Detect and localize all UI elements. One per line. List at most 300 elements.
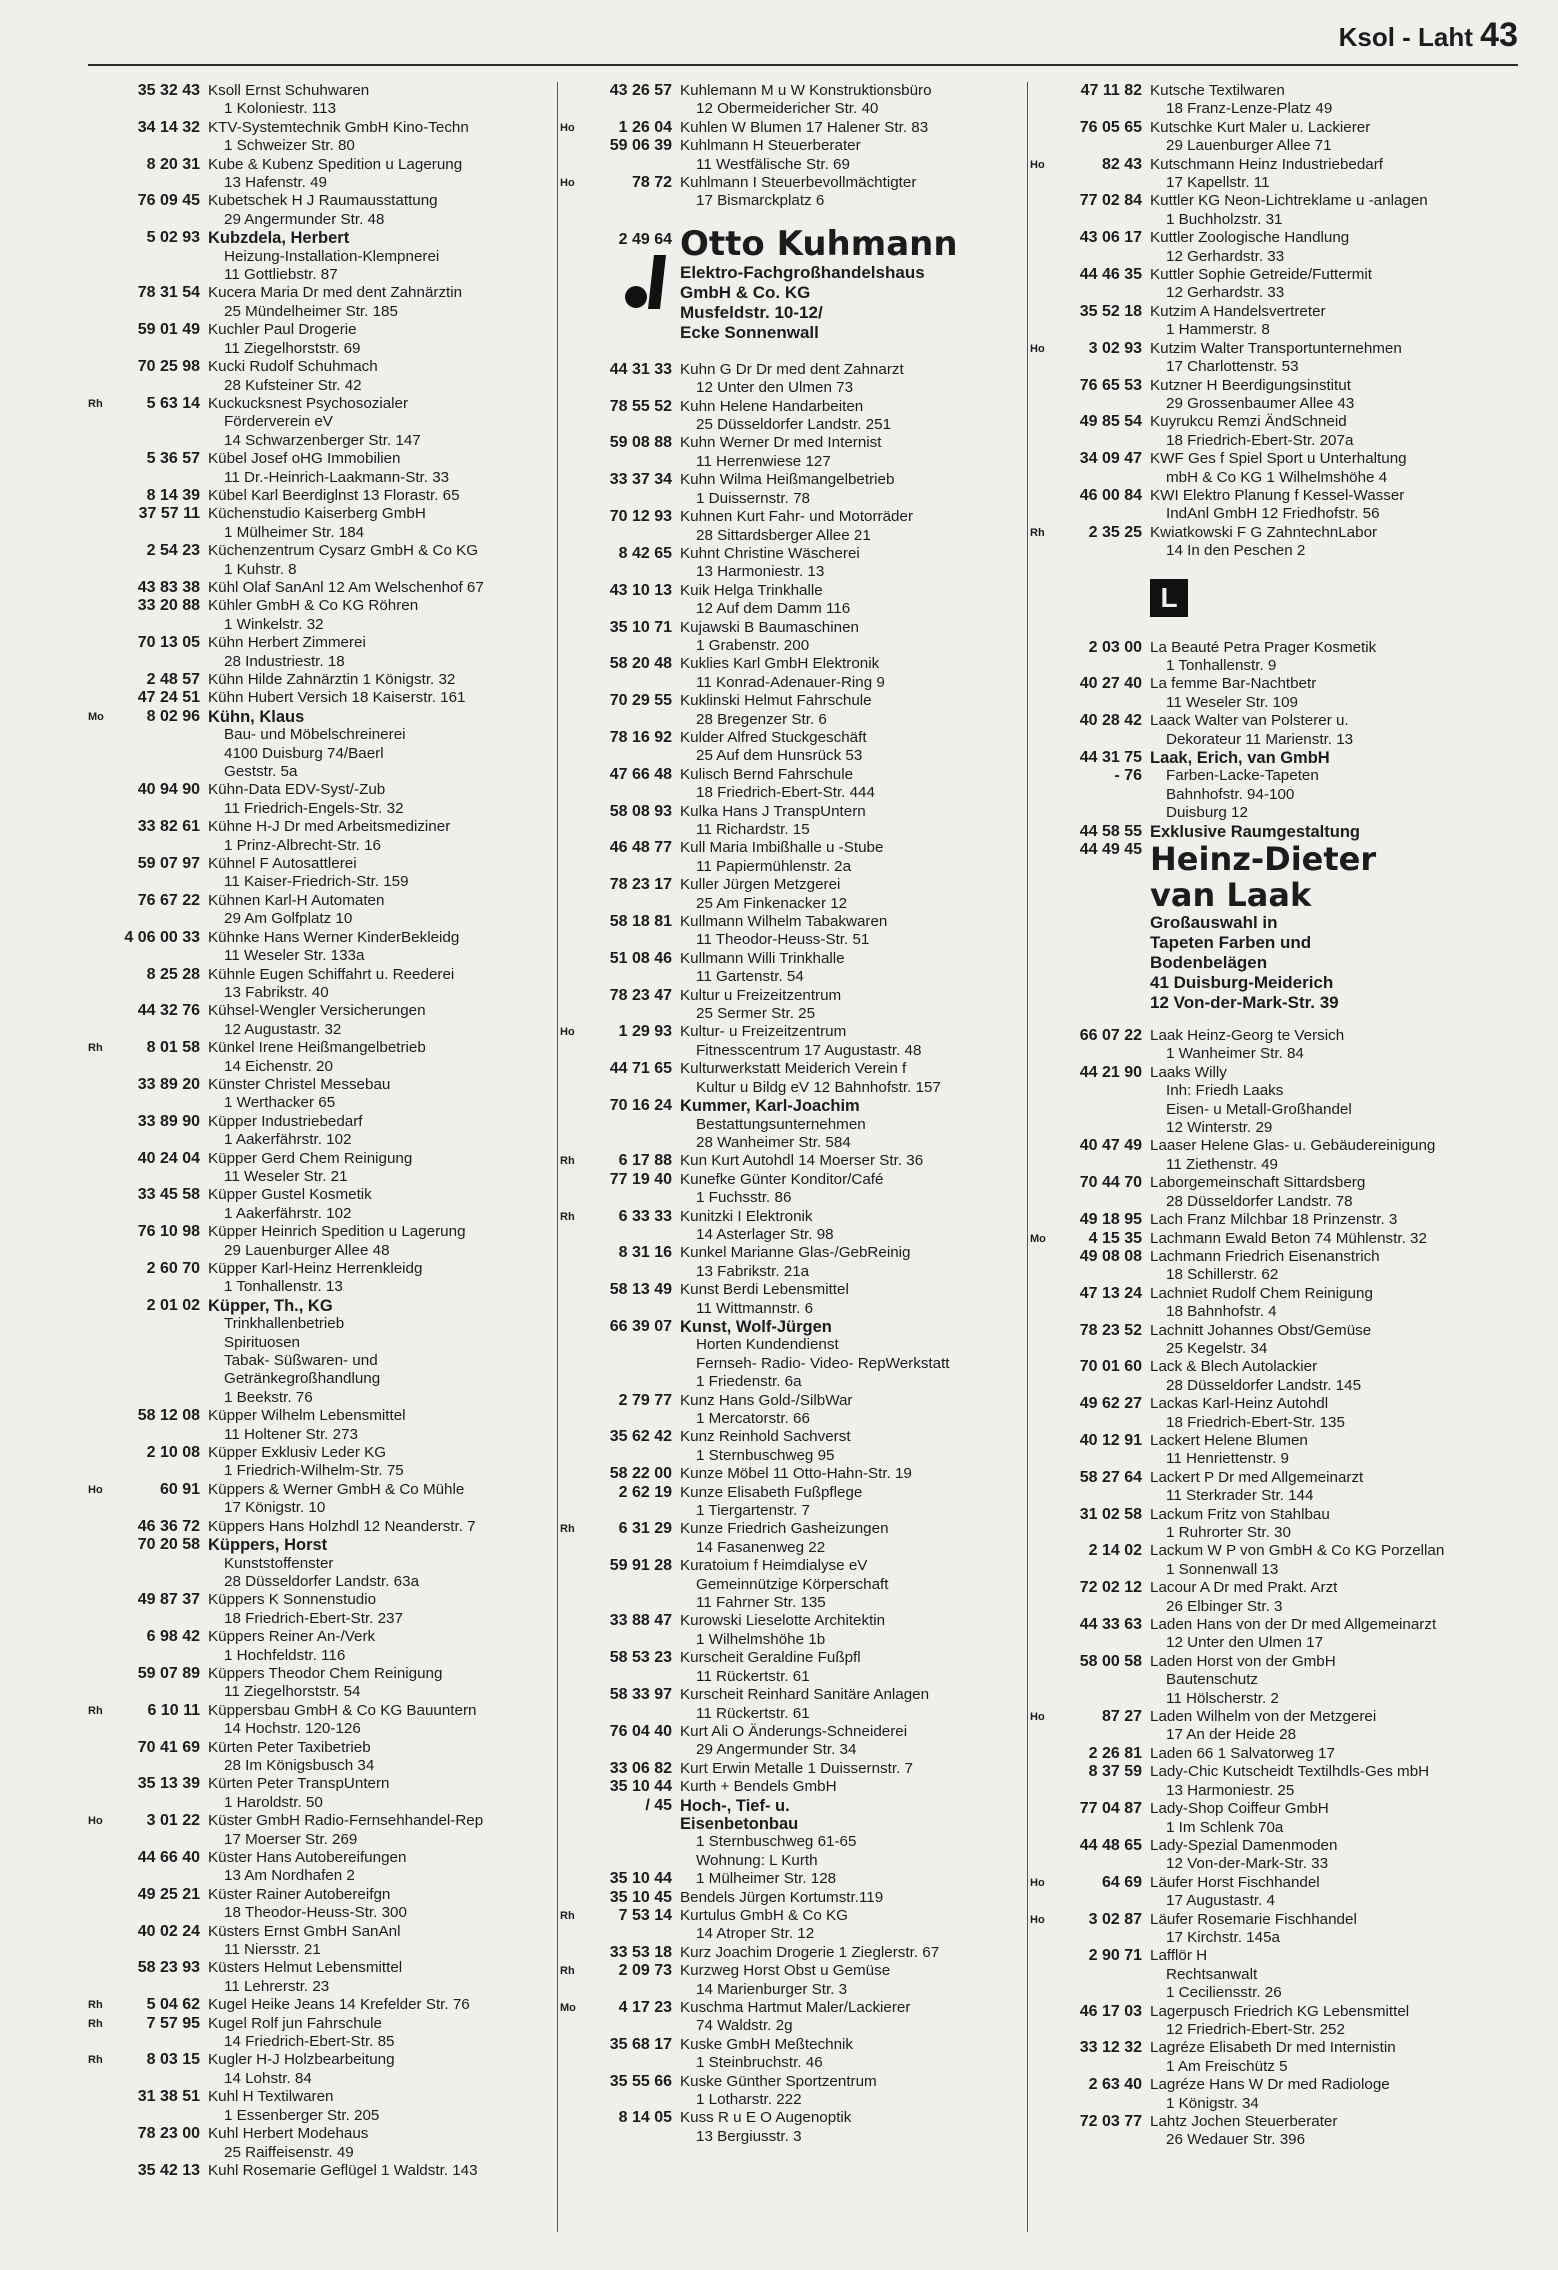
entry-name: Kunitzki I Elektronik — [680, 1207, 813, 1225]
entry-name: Kutzner H Beerdigungsinstitut — [1150, 376, 1351, 394]
phone-number: 7 57 95 — [146, 2014, 200, 2032]
phone-number: 2 48 57 — [146, 671, 200, 688]
phone-number: 76 04 40 — [609, 1722, 672, 1740]
directory-entry — [1030, 1616, 1520, 1653]
entry-name-bold: Eisenbetonbau — [680, 1814, 799, 1833]
directory-entry — [560, 1612, 1025, 1649]
entry-name: Kunze Elisabeth Fußpflege — [680, 1483, 863, 1501]
directory-entry — [88, 156, 553, 193]
entry-detail: 1 Essenberger Str. 205 — [224, 2106, 380, 2124]
entry-name: Kugel Rolf jun Fahrschule — [208, 2014, 382, 2032]
entry-detail: Gemeinnützige Körperschaft — [696, 1575, 889, 1593]
phone-number: 4 06 00 33 — [124, 928, 200, 946]
phone-number: 47 11 82 — [1080, 82, 1142, 99]
entry-detail: Farben-Lacke-Tapeten — [1166, 767, 1319, 785]
advertisement-kuhmann — [560, 225, 1025, 351]
directory-entry — [88, 284, 553, 321]
phone-number: 70 12 93 — [609, 508, 672, 526]
directory-entry — [560, 582, 1025, 619]
directory-entry — [560, 1281, 1025, 1318]
directory-entry — [1030, 1064, 1520, 1138]
entry-detail: Förderverein eV — [224, 413, 333, 431]
directory-entry — [1030, 413, 1520, 450]
district-code: Mo — [88, 710, 104, 723]
entry-name: Lady-Shop Coiffeur GmbH — [1150, 1800, 1329, 1818]
district-code: Ho — [560, 1026, 575, 1039]
entry-name: Kuss R u E O Augenoptik — [680, 2109, 852, 2127]
entry-detail: 18 Schillerstr. 62 — [1166, 1266, 1279, 1284]
directory-entry — [560, 1557, 1025, 1612]
entry-detail: 1 Im Schlenk 70a — [1166, 1818, 1284, 1836]
entry-name: Küsters Ernst GmbH SanAnl — [208, 1922, 401, 1940]
entry-name: Kuratoium f Heimdialyse eV — [680, 1557, 868, 1575]
entry-detail: Rechtsanwalt — [1166, 1965, 1258, 1983]
entry-detail: 12 Friedrich-Ebert-Str. 252 — [1166, 2020, 1345, 2038]
phone-number: 35 55 66 — [609, 2072, 672, 2090]
entry-detail: mbH & Co KG 1 Wilhelmshöhe 4 — [1166, 468, 1388, 486]
entry-detail: 11 Lehrerstr. 23 — [224, 1977, 330, 1995]
directory-entry — [88, 1812, 553, 1849]
directory-entry — [560, 508, 1025, 545]
entry-name: Kühsel-Wengler Versicherungen — [208, 1002, 426, 1020]
phone-number: 2 63 40 — [1088, 2076, 1142, 2094]
phone-number: 43 06 17 — [1079, 229, 1142, 247]
entry-name: Kwiatkowski F G ZahntechnLabor — [1150, 523, 1378, 541]
phone-number: 43 10 13 — [609, 581, 672, 599]
phone-number: 8 37 59 — [1088, 1763, 1142, 1781]
phone-number: 5 02 93 — [146, 229, 200, 247]
entry-detail: 14 Schwarzenberger Str. 147 — [224, 431, 421, 449]
phone-number: 76 67 22 — [137, 891, 200, 909]
directory-entry — [88, 1536, 553, 1591]
phone-number: 78 23 00 — [137, 2125, 200, 2143]
phone-number: 33 45 58 — [137, 1186, 200, 1204]
directory-entry — [1030, 377, 1520, 414]
entry-name: Kullmann Willi Trinkhalle — [680, 949, 845, 967]
phone-number: 78 23 52 — [1079, 1321, 1142, 1339]
entry-detail: Kunststoffenster — [224, 1554, 334, 1572]
district-code: Ho — [1030, 1913, 1045, 1926]
directory-entry — [1030, 487, 1520, 524]
directory-entry — [1030, 823, 1520, 841]
entry-name: Küppers K Sonnenstudio — [208, 1591, 377, 1609]
entry-detail: Fitnesscentrum 17 Augustastr. 48 — [696, 1041, 922, 1059]
phone-number: 35 32 43 — [137, 82, 200, 99]
phone-number: 51 08 46 — [609, 949, 672, 967]
entry-detail: 29 Grossenbaumer Allee 43 — [1166, 394, 1355, 412]
entry-detail: 11 Holtener Str. 273 — [224, 1425, 358, 1443]
directory-entry — [560, 729, 1025, 766]
phone-number: 87 27 — [1101, 1708, 1142, 1726]
entry-name: Küster GmbH Radio-Fernsehhandel-Rep — [208, 1812, 484, 1830]
directory-entry — [88, 1407, 553, 1444]
ad-line: 12 Von-der-Mark-Str. 39 — [1150, 993, 1339, 1013]
entry-name: KTV-Systemtechnik GmbH Kino-Techn — [208, 118, 469, 136]
directory-entry — [88, 2088, 553, 2125]
phone-number: 34 09 47 — [1079, 450, 1142, 468]
entry-name: Küpper Gustel Kosmetik — [208, 1186, 372, 1204]
directory-entry — [1030, 675, 1520, 712]
entry-detail: 1 Ruhrorter Str. 30 — [1166, 1524, 1291, 1541]
directory-entry — [1030, 1708, 1520, 1745]
entry-name: Kürten Peter TranspUntern — [208, 1775, 390, 1793]
directory-entry — [88, 855, 553, 892]
entry-detail: 1 Grabenstr. 200 — [696, 636, 810, 654]
phone-number: 58 20 48 — [609, 655, 672, 673]
directory-entry — [1030, 1745, 1520, 1763]
entry-name: Kuttler Zoologische Handlung — [1150, 229, 1350, 247]
page-title — [1339, 16, 1518, 55]
directory-entry — [88, 1481, 553, 1518]
directory-entry — [560, 361, 1025, 398]
entry-name: La Beauté Petra Prager Kosmetik — [1150, 638, 1377, 656]
entry-detail: 14 Lohstr. 84 — [224, 2069, 312, 2087]
phone-number: 2 60 70 — [146, 1260, 200, 1277]
directory-entry — [1030, 712, 1520, 749]
entry-name: Kuhlmann I Steuerbevollmächtigter — [680, 174, 917, 192]
entry-detail: 18 Bahnhofstr. 4 — [1166, 1303, 1277, 1321]
entry-detail: 11 Gartenstr. 54 — [696, 968, 804, 986]
ad-line: Bodenbelägen — [1150, 953, 1268, 973]
entry-name: Kuyrukcu Remzi ÄndSchneid — [1150, 413, 1347, 431]
directory-entry — [88, 708, 553, 782]
district-code: Ho — [560, 121, 575, 134]
ad-line: Elektro-Fachgroßhandelshaus — [680, 262, 925, 282]
entry-name-bold: Kummer, Karl-Joachim — [680, 1097, 860, 1116]
entry-detail: 17 Kirchstr. 145a — [1166, 1928, 1280, 1946]
directory-entry — [560, 692, 1025, 729]
entry-name: Lady-Spezial Damenmoden — [1150, 1836, 1338, 1854]
phone-number: 8 02 96 — [146, 707, 200, 725]
district-code: Rh — [88, 397, 103, 410]
phone-number: 58 23 93 — [137, 1959, 200, 1977]
entry-name: Kujawski B Baumaschinen — [680, 618, 859, 636]
phone-number: 46 48 77 — [609, 839, 672, 857]
district-code: Rh — [560, 1155, 575, 1168]
phone-number: 44 31 75 — [1079, 749, 1142, 766]
entry-detail: 11 Papiermühlenstr. 2a — [696, 857, 852, 875]
entry-name: Bendels Jürgen Kortumstr.119 — [680, 1888, 884, 1906]
entry-detail: 1 Mercatorstr. 66 — [696, 1410, 810, 1427]
directory-entry — [560, 1723, 1025, 1760]
directory-entry — [560, 434, 1025, 471]
directory-column-3 — [1030, 82, 1520, 2150]
entry-name: Lackert P Dr med Allgemeinarzt — [1150, 1468, 1364, 1486]
entry-name: Kühn Hubert Versich 18 Kaiserstr. 161 — [208, 689, 466, 707]
phone-number: 59 91 28 — [609, 1557, 672, 1575]
entry-detail: 25 Auf dem Hunsrück 53 — [696, 747, 863, 765]
directory-entry — [560, 1889, 1025, 1907]
entry-name: Kühnle Eugen Schiffahrt u. Reederei — [208, 965, 455, 983]
phone-number: 33 89 90 — [137, 1112, 200, 1130]
entry-name: Kullmann Wilhelm Tabakwaren — [680, 913, 888, 931]
entry-detail: 28 Bregenzer Str. 6 — [696, 710, 827, 728]
entry-name: Laak Heinz-Georg te Versich — [1150, 1027, 1345, 1045]
entry-name: Laden 66 1 Salvatorweg 17 — [1150, 1744, 1335, 1762]
entry-name: Kultur- u Freizeitzentrum — [680, 1023, 847, 1041]
directory-entry — [1030, 1653, 1520, 1708]
entry-detail: 1 Tiergartenstr. 7 — [696, 1502, 810, 1520]
phone-number: 33 20 88 — [137, 597, 200, 615]
directory-entry — [1030, 1322, 1520, 1359]
entry-detail: 11 Henriettenstr. 9 — [1166, 1450, 1289, 1468]
phone-number: 35 10 44 — [609, 1778, 672, 1796]
entry-detail: 17 Kapellstr. 11 — [1166, 174, 1270, 192]
directory-entry — [1030, 1358, 1520, 1395]
entry-name: Kuckucksnest Psychosozialer — [208, 394, 409, 412]
entry-name: Lackum W P von GmbH & Co KG Porzellan — [1150, 1542, 1445, 1560]
entry-detail: 12 Gerhardstr. 33 — [1166, 284, 1285, 302]
directory-entry — [88, 929, 553, 966]
entry-name-bold: Exklusive Raumgestaltung — [1150, 822, 1360, 841]
directory-entry — [88, 1923, 553, 1960]
directory-entry — [1030, 1027, 1520, 1064]
directory-entry — [560, 950, 1025, 987]
entry-detail: 25 Düsseldorfer Landstr. 251 — [696, 416, 892, 434]
directory-entry — [88, 1223, 553, 1260]
entry-detail: 1 Friedrich-Wilhelm-Str. 75 — [224, 1462, 404, 1480]
entry-name: Kunze Friedrich Gasheizungen — [680, 1520, 889, 1538]
district-code: Rh — [88, 1999, 103, 2012]
district-code: Rh — [88, 1042, 103, 1055]
phone-number: 2 35 25 — [1088, 523, 1142, 541]
entry-name: Kuske Günther Sportzentrum — [680, 2072, 877, 2090]
entry-name: Kübel Josef oHG Immobilien — [208, 450, 401, 468]
entry-detail: 18 Franz-Lenze-Platz 49 — [1166, 100, 1333, 118]
directory-entry — [1030, 1285, 1520, 1322]
entry-name: Küppers Hans Holzhdl 12 Neanderstr. 7 — [208, 1517, 476, 1535]
entry-name: Küppersbau GmbH & Co KG Bauuntern — [208, 1701, 477, 1719]
entry-detail: 11 Dr.-Heinrich-Laakmann-Str. 33 — [224, 468, 450, 486]
entry-name: Laaser Helene Glas- u. Gebäudereinigung — [1150, 1137, 1436, 1155]
entry-detail: 12 Gerhardstr. 33 — [1166, 247, 1285, 265]
entry-name: Kurt Ali O Änderungs-Schneiderei — [680, 1722, 908, 1740]
directory-entry — [88, 321, 553, 358]
phone-number: 33 37 34 — [609, 471, 672, 489]
advertiser-name: van Laak — [1150, 876, 1312, 915]
directory-entry — [1030, 1947, 1520, 2002]
entry-name: Kucera Maria Dr med dent Zahnärztin — [208, 284, 463, 302]
entry-name-bold: Hoch-, Tief- u. — [680, 1796, 790, 1815]
phone-number: 3 02 87 — [1088, 1910, 1142, 1928]
phone-number: 58 27 64 — [1079, 1468, 1142, 1486]
entry-name: Kull Maria Imbißhalle u -Stube — [680, 839, 884, 857]
page-number: 43 — [1480, 16, 1518, 54]
entry-detail: 12 Unter den Ulmen 17 — [1166, 1634, 1324, 1652]
entry-detail: 1 Duissernstr. 78 — [696, 489, 810, 507]
directory-entry — [1030, 2113, 1520, 2150]
directory-entry — [560, 1152, 1025, 1170]
directory-entry — [1030, 1837, 1520, 1874]
phone-number: 2 79 77 — [618, 1391, 672, 1409]
entry-detail: 1 Fuchsstr. 86 — [696, 1189, 792, 1207]
directory-entry — [1030, 1874, 1520, 1911]
entry-name: Kühl Olaf SanAnl 12 Am Welschenhof 67 — [208, 578, 484, 596]
directory-entry — [1030, 303, 1520, 340]
entry-name: Laaks Willy — [1150, 1063, 1227, 1081]
phone-number: 47 13 24 — [1079, 1284, 1142, 1302]
entry-name: Lachmann Friedrich Eisenanstrich — [1150, 1247, 1380, 1265]
entry-detail: 11 Hölscherstr. 2 — [1166, 1689, 1279, 1707]
entry-detail: 14 Marienburger Str. 3 — [696, 1980, 848, 1998]
district-code: Ho — [88, 1483, 103, 1496]
phone-number: 72 03 77 — [1079, 2113, 1142, 2130]
entry-detail: Trinkhallenbetrieb — [224, 1315, 345, 1333]
entry-detail: 1 Wanheimer Str. 84 — [1166, 1045, 1304, 1063]
entry-name: Kutzim A Handelsvertreter — [1150, 302, 1326, 320]
phone-number: 78 31 54 — [137, 284, 200, 302]
entry-name: Küppers Theodor Chem Reinigung — [208, 1664, 443, 1682]
directory-entry — [1030, 156, 1520, 193]
phone-number: 78 72 — [631, 174, 672, 192]
directory-entry — [1030, 2003, 1520, 2040]
directory-entry — [88, 1996, 553, 2014]
district-code: Ho — [1030, 342, 1045, 355]
entry-name: Kuttler Sophie Getreide/Futtermit — [1150, 266, 1373, 284]
entry-name-bold: Laak, Erich, van GmbH — [1150, 749, 1330, 767]
entry-detail: 11 Niersstr. 21 — [224, 1941, 321, 1959]
directory-entry — [1030, 639, 1520, 676]
entry-detail: Tabak- Süßwaren- und — [224, 1352, 378, 1370]
entry-detail: 11 Gottliebstr. 87 — [224, 266, 338, 284]
entry-name: Kurscheit Reinhard Sanitäre Anlagen — [680, 1686, 930, 1704]
entry-name: Kultur u Freizeitzentrum — [680, 986, 842, 1004]
entry-detail: 17 Augustastr. 4 — [1166, 1892, 1275, 1910]
phone-number: 44 46 35 — [1079, 266, 1142, 284]
directory-entry — [88, 82, 553, 119]
entry-name: Kubetschek H J Raumausstattung — [208, 192, 438, 210]
directory-entry — [560, 1999, 1025, 2036]
entry-name: Kuhlen W Blumen 17 Halener Str. 83 — [680, 118, 929, 136]
entry-detail: 1 Hochfeldstr. 116 — [224, 1646, 346, 1664]
entry-name: Kuhnt Christine Wäscherei — [680, 544, 860, 562]
phone-number: 8 01 58 — [146, 1039, 200, 1057]
entry-detail: Getränkegroßhandlung — [224, 1370, 381, 1388]
phone-number: 33 88 47 — [609, 1612, 672, 1630]
directory-entry — [88, 2162, 553, 2180]
entry-detail: 11 Rückertstr. 61 — [696, 1667, 810, 1685]
entry-name: Kürten Peter Taxibetrieb — [208, 1738, 371, 1756]
phone-number: 46 17 03 — [1079, 2002, 1142, 2020]
phone-number: 40 27 40 — [1079, 675, 1142, 693]
phone-number: 33 82 61 — [137, 818, 200, 836]
directory-entry — [88, 1959, 553, 1996]
phone-number: 78 23 47 — [609, 986, 672, 1004]
district-code: Mo — [1030, 1232, 1046, 1245]
directory-entry — [88, 781, 553, 818]
district-code: Ho — [1030, 1711, 1045, 1724]
directory-entry — [88, 634, 553, 671]
entry-name: Lackas Karl-Heinz Autohdl — [1150, 1395, 1329, 1413]
phone-number: 76 09 45 — [137, 192, 200, 210]
directory-entry — [88, 1518, 553, 1536]
phone-number: 35 13 39 — [137, 1775, 200, 1793]
entry-name: Kühn Herbert Zimmerei — [208, 634, 366, 652]
entry-detail: 17 Charlottenstr. 53 — [1166, 358, 1299, 376]
entry-name: Kühnen Karl-H Automaten — [208, 891, 385, 909]
directory-entry — [88, 1739, 553, 1776]
directory-entry — [1030, 1469, 1520, 1506]
phone-number: 35 42 13 — [137, 2161, 200, 2179]
entry-name: Läufer Horst Fischhandel — [1150, 1873, 1320, 1891]
directory-entry — [560, 137, 1025, 174]
directory-entry — [1030, 450, 1520, 487]
directory-entry — [1030, 2039, 1520, 2076]
directory-entry — [1030, 1542, 1520, 1579]
directory-entry — [560, 1208, 1025, 1245]
entry-name: Künster Christel Messebau — [208, 1075, 391, 1093]
phone-number: 35 68 17 — [609, 2035, 672, 2053]
phone-number: 1 26 04 — [618, 118, 672, 136]
phone-number: 49 18 95 — [1079, 1211, 1142, 1229]
directory-entry — [1030, 1506, 1520, 1543]
entry-detail: 11 Weseler Str. 133a — [224, 947, 365, 965]
directory-entry — [88, 1444, 553, 1481]
entry-name: Kuhn Helene Handarbeiten — [680, 397, 864, 415]
phone-number: 40 12 91 — [1079, 1431, 1142, 1449]
phone-number: 40 47 49 — [1079, 1137, 1142, 1155]
directory-entry — [560, 398, 1025, 435]
entry-detail: Kultur u Bildg eV 12 Bahnhofstr. 157 — [696, 1078, 941, 1096]
directory-entry — [88, 597, 553, 634]
phone-number: 6 33 33 — [618, 1207, 672, 1225]
phone-number: 44 21 90 — [1079, 1063, 1142, 1081]
entry-detail: Horten Kundendienst — [696, 1336, 839, 1354]
entry-name: Lagréze Elisabeth Dr med Internistin — [1150, 2039, 1396, 2057]
entry-detail: 17 Königstr. 10 — [224, 1499, 326, 1517]
entry-detail: 1 Kuhstr. 8 — [224, 560, 297, 578]
entry-name: Lachnitt Johannes Obst/Gemüse — [1150, 1321, 1372, 1339]
phone-number: 35 10 45 — [609, 1888, 672, 1906]
entry-name: Kurt Erwin Metalle 1 Duissernstr. 7 — [680, 1759, 913, 1777]
entry-detail: 74 Waldstr. 2g — [696, 2017, 793, 2035]
phone-number: 6 98 42 — [146, 1628, 200, 1646]
phone-number: 58 13 49 — [609, 1281, 672, 1299]
directory-entry — [1030, 1230, 1520, 1248]
directory-entry — [1030, 524, 1520, 561]
district-code: Rh — [88, 2054, 103, 2067]
directory-entry — [560, 1428, 1025, 1465]
phone-number: 59 01 49 — [137, 321, 200, 339]
entry-name: Kuhn Werner Dr med Internist — [680, 434, 882, 452]
district-code: Mo — [560, 2002, 576, 2014]
directory-entry — [1030, 1137, 1520, 1174]
district-code: Ho — [88, 1815, 103, 1828]
entry-name: Laack Walter van Polsterer u. — [1150, 712, 1349, 730]
entry-name-bold: Kubzdela, Herbert — [208, 229, 350, 248]
directory-entry — [88, 1039, 553, 1076]
entry-detail: Heizung-Installation-Klempnerei — [224, 247, 440, 265]
phone-number: 49 25 21 — [137, 1885, 200, 1903]
entry-detail: 1 Mülheimer Str. 128 — [696, 1870, 837, 1888]
phone-number: 5 63 14 — [146, 394, 200, 412]
entry-detail: 13 Fabrikstr. 40 — [224, 983, 329, 1001]
district-code: Rh — [560, 1210, 575, 1223]
entry-name: Küpper Gerd Chem Reinigung — [208, 1149, 413, 1167]
directory-entry — [560, 1962, 1025, 1999]
directory-entry — [560, 1171, 1025, 1208]
entry-detail: 1 Schweizer Str. 80 — [224, 137, 355, 155]
directory-entry — [88, 1113, 553, 1150]
phone-number: 59 08 88 — [609, 434, 672, 452]
phone-number: 78 23 17 — [609, 876, 672, 894]
phone-number: 70 16 24 — [609, 1097, 672, 1115]
entry-detail: 11 Westfälische Str. 69 — [696, 155, 850, 173]
directory-entry — [1030, 119, 1520, 156]
phone-number: 46 36 72 — [137, 1517, 200, 1535]
entry-name: Kurth + Bendels GmbH — [680, 1778, 837, 1796]
phone-number: 59 07 97 — [137, 855, 200, 873]
